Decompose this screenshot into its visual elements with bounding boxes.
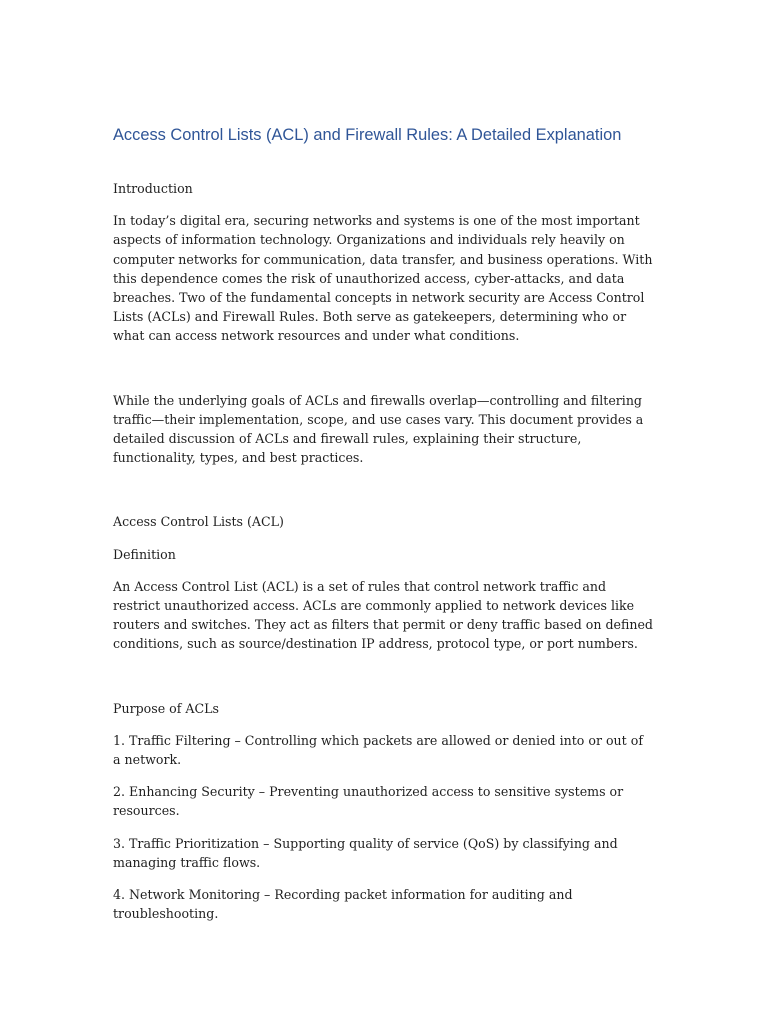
definition-heading: Definition — [113, 546, 176, 562]
introduction-paragraph-2: While the underlying goals of ACLs and firewalls overlap—controlling and filtering traffic—their implementation, scope, and use cases vary. This document provides a detailed discussion of ACLs and firewall rules, explaining their structure, functionality, types, and best practices. — [113, 392, 644, 466]
definition-paragraph: An Access Control List (ACL) is a set of rules that control network traffic and restrict unauthorized access. ACLs are commonly applied to network devices like routers and switches. They act as filters that permit or deny traffic based on defined conditions, such as source/destination IP address, protocol type, or port numbers. — [113, 578, 653, 652]
introduction-paragraph-1: In today’s digital era, securing networks and systems is one of the most important aspects of information technology. Organizations and individuals rely heavily on computer networks for communication, data transfer, and business operations. With this dependence comes the risk of unauthorized access, cyber-attacks, and data breaches. Two of the fundamental concepts in network security are Access Control Lists (ACLs) and Firewall Rules. Both serve as gatekeepers, determining who or what can access network resources and under what conditions. — [113, 213, 653, 344]
purpose-list-item: 3. Traffic Prioritization – Supporting quality of service (QoS) by classifying and managing traffic flows. — [113, 835, 618, 870]
introduction-heading: Introduction — [113, 181, 193, 196]
document-body — [113, 124, 653, 936]
purpose-list-item: 1. Traffic Filtering – Controlling which packets are allowed or denied into or out of a network. — [113, 732, 643, 768]
acl-section-heading: Access Control Lists (ACL) — [113, 514, 284, 530]
purpose-list-item: 2. Enhancing Security – Preventing unauthorized access to sensitive systems or resources. — [113, 784, 624, 819]
purpose-heading: Purpose of ACLs — [113, 700, 219, 716]
purpose-list-item: 4. Network Monitoring – Recording packet information for auditing and troubleshooting. — [113, 887, 573, 922]
document-title: Access Control Lists (ACL) and Firewall Rules: A Detailed Explanation — [113, 126, 622, 144]
